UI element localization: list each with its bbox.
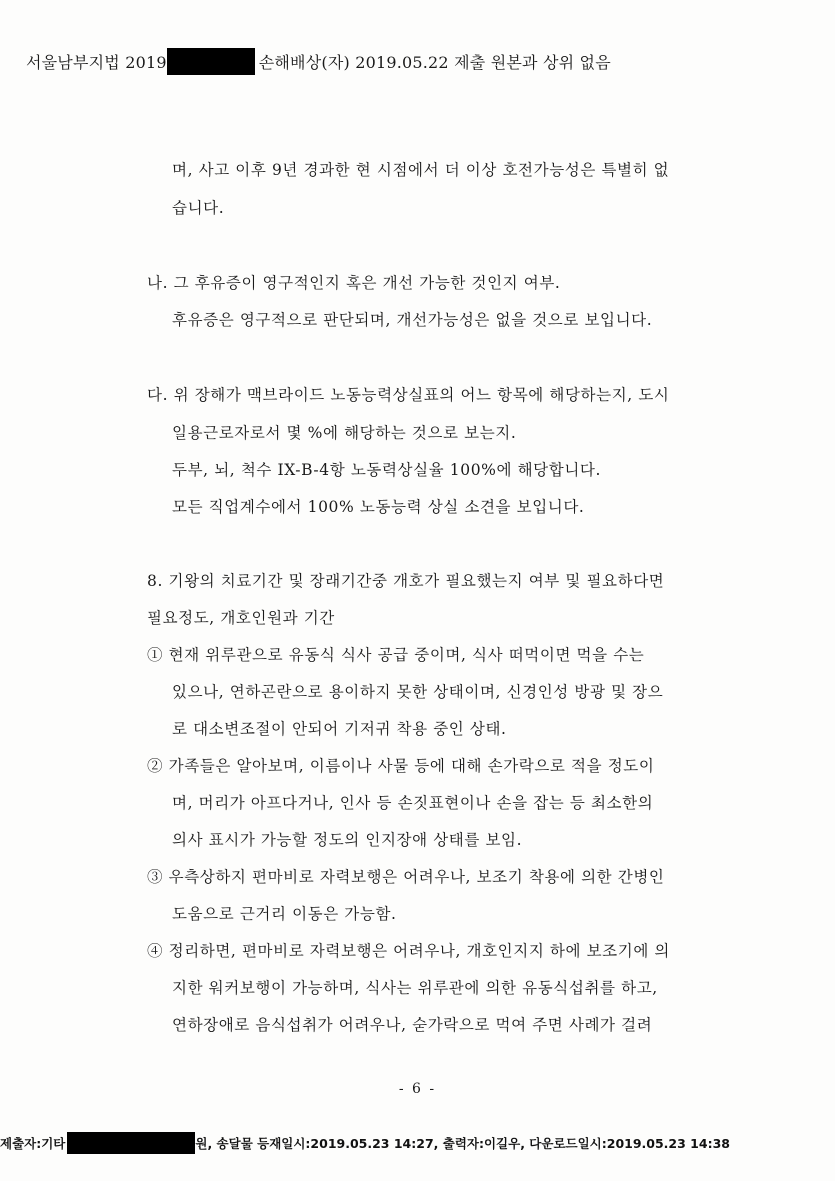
redaction-box — [167, 48, 255, 75]
list-item-continuation: 연하장애로 음식섭취가 어려우나, 숟가락으로 먹여 주면 사례가 걸려 — [172, 1016, 653, 1034]
list-item-continuation: 있으나, 연하곤란으로 용이하지 못한 상태이며, 신경인성 방광 및 장으 — [172, 683, 664, 701]
document-footer — [0, 1131, 730, 1155]
document-header — [26, 47, 611, 75]
list-item: ④ 정리하면, 편마비로 자력보행은 어려우나, 개호인지지 하에 보조기에 의 — [147, 942, 670, 960]
list-item: ② 가족들은 알아보며, 이름이나 사물 등에 대해 손가락으로 적을 정도이 — [147, 757, 655, 775]
body-line: 후유증은 영구적으로 판단되며, 개선가능성은 없을 것으로 보입니다. — [172, 311, 653, 329]
body-line: 습니다. — [172, 199, 225, 217]
list-item-continuation: 며, 머리가 아프다거나, 인사 등 손짓표현이나 손을 잡는 등 최소한의 — [172, 794, 654, 812]
body-line: 일용근로자로서 몇 %에 해당하는 것으로 보는지. — [172, 424, 517, 442]
list-item-continuation: 로 대소변조절이 안되어 기저귀 착용 중인 상태. — [172, 720, 507, 738]
body-line: 필요정도, 개호인원과 기간 — [147, 609, 335, 627]
redaction-box — [67, 1132, 195, 1154]
list-item-continuation: 지한 워커보행이 가능하며, 식사는 위루관에 의한 유동식섭취를 하고, — [172, 979, 658, 997]
header-case-suffix: 손해배상(자) 2019.05.22 제출 원본과 상위 없음 — [258, 52, 611, 72]
page-number: - 6 - — [398, 1081, 437, 1097]
list-item-continuation: 의사 표시가 가능할 정도의 인지장애 상태를 보임. — [172, 831, 523, 849]
section-heading: 다. 위 장해가 맥브라이드 노동능력상실표의 어느 항목에 해당하는지, 도시 — [147, 386, 670, 404]
body-line: 모든 직업계수에서 100% 노동능력 상실 소견을 보입니다. — [172, 498, 585, 516]
footer-submitter-label: 제출자:기타 — [0, 1136, 66, 1151]
list-item: ③ 우측상하지 편마비로 자력보행은 어려우나, 보조기 착용에 의한 간병인 — [147, 868, 665, 886]
header-court-prefix: 서울남부지법 2019 — [26, 52, 167, 72]
body-line: 며, 사고 이후 9년 경과한 현 시점에서 더 이상 호전가능성은 특별히 없 — [172, 161, 670, 179]
list-item: ① 현재 위루관으로 유동식 식사 공급 중이며, 식사 떠먹이면 먹을 수는 — [147, 646, 645, 664]
footer-details: 원, 송달물 등재일시:2019.05.23 14:27, 출력자:이길우, 다운로드일시:2019.05.23 14:38 — [195, 1136, 730, 1151]
section-heading: 나. 그 후유증이 영구적인지 혹은 개선 가능한 것인지 여부. — [147, 274, 561, 292]
section-heading: 8. 기왕의 치료기간 및 장래기간중 개호가 필요했는지 여부 및 필요하다면 — [147, 572, 665, 590]
body-line: 두부, 뇌, 척수 IX-B-4항 노동력상실율 100%에 해당합니다. — [172, 461, 601, 479]
list-item-continuation: 도움으로 근거리 이동은 가능함. — [172, 905, 397, 923]
